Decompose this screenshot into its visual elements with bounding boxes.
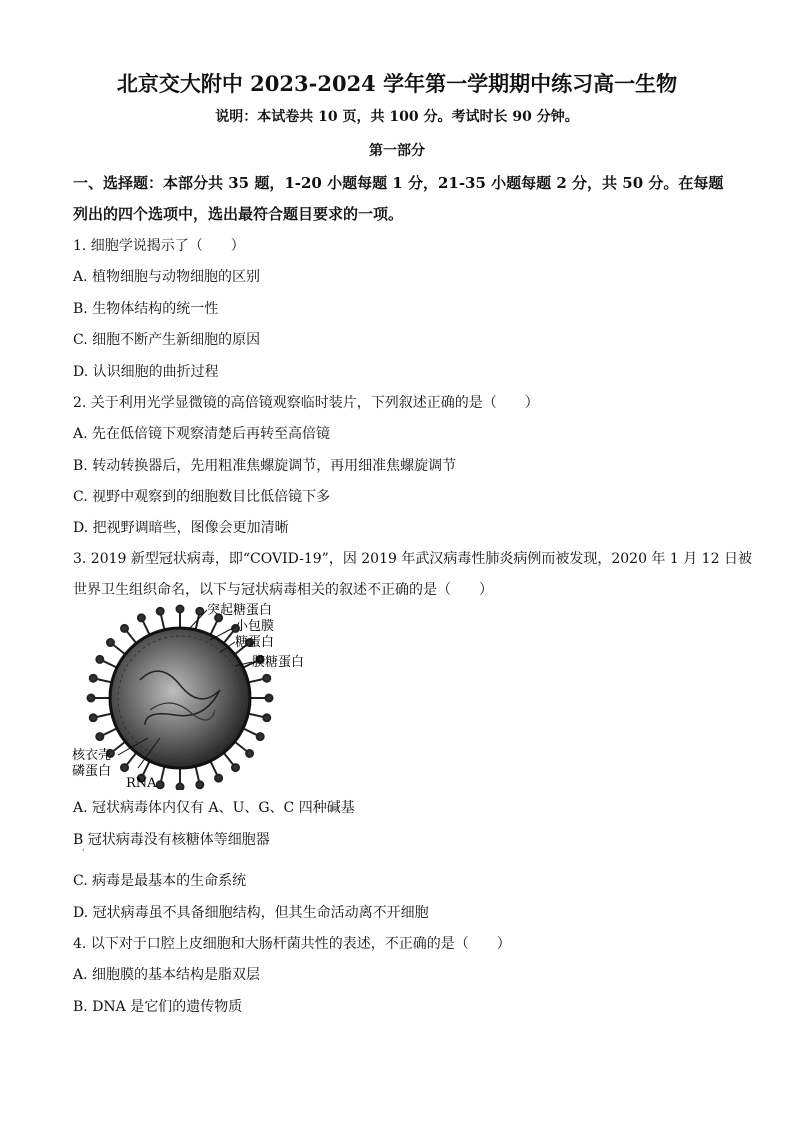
question-1-option-c: C. 细胞不断产生新细胞的原因: [73, 332, 261, 348]
coronavirus-figure: [70, 600, 330, 790]
question-4-stem: 4. 以下对于口腔上皮细胞和大肠杆菌共性的表述，不正确的是（ ）: [73, 936, 511, 952]
label-rna: RNA: [126, 776, 157, 790]
spike-head: [177, 606, 184, 613]
question-3-option-d: D. 冠状病毒虽不具备细胞结构，但其生命活动离不开细胞: [73, 905, 429, 921]
virus-envelope: [110, 628, 250, 768]
question-3-option-c: C. 病毒是最基本的生命系统: [73, 873, 247, 889]
question-1-stem: 1. 细胞学说揭示了（ ）: [73, 238, 245, 254]
label-nucleocapsid: 核衣壳: [72, 748, 112, 763]
spike-head: [196, 608, 203, 615]
question-3-stem-line1: 3. 2019 新型冠状病毒，即“COVID-19”，因 2019 年武汉病毒性肺炎病例而被发现，2020 年 1 月 12 日被: [73, 551, 752, 567]
spike-head: [246, 750, 253, 757]
spike-head: [96, 733, 103, 740]
spike-head: [257, 733, 264, 740]
label-membrane-glycoprotein: 膜糖蛋白: [252, 655, 305, 670]
section-instruction-line1: 一、选择题：本部分共 35 题，1-20 小题每题 1 分，21-35 小题每题 2 分，共 50 分。在每题: [73, 174, 724, 192]
spike-head: [90, 675, 97, 682]
spike-head: [263, 675, 270, 682]
question-2-option-b: B. 转动转换器后，先用粗准焦螺旋调节，再用细准焦螺旋调节: [73, 458, 457, 474]
label-phosphoprotein: 磷蛋白: [72, 764, 112, 779]
question-4-option-b: B. DNA 是它们的遗传物质: [73, 999, 243, 1015]
question-1-option-d: D. 认识细胞的曲折过程: [73, 364, 219, 380]
spike-head: [263, 714, 270, 721]
spike-head: [96, 656, 103, 663]
spike-head: [266, 695, 273, 702]
spike-head: [138, 614, 145, 621]
question-2-option-c: C. 视野中观察到的细胞数目比低倍镜下多: [73, 489, 331, 505]
question-2-option-a: A. 先在低倍镜下观察清楚后再转至高倍镜: [73, 426, 331, 442]
spike-head: [121, 764, 128, 771]
spike-head: [88, 695, 95, 702]
spike-head: [157, 781, 164, 788]
section-instruction-line2: 列出的四个选项中，选出最符合题目要求的一项。: [73, 205, 404, 223]
spike-head: [232, 764, 239, 771]
page-title: 北京交大附中 2023-2024 学年第一学期期中练习高一生物: [116, 71, 678, 96]
spike-head: [157, 608, 164, 615]
question-3-option-b: B 冠状病毒没有核糖体等细胞器: [73, 832, 270, 848]
question-2-option-d: D. 把视野调暗些，图像会更加清晰: [73, 520, 289, 536]
question-1-option-a: A. 植物细胞与动物细胞的区别: [73, 269, 261, 285]
spike-head: [107, 639, 114, 646]
question-3-option-a: A. 冠状病毒体内仅有 A、U、G、C 四种碱基: [73, 800, 355, 816]
spike-head: [90, 714, 97, 721]
part-heading: 第一部分: [369, 143, 425, 159]
exam-note: 说明：本试卷共 10 页，共 100 分。考试时长 90 分钟。: [215, 109, 579, 125]
stray-mark: ·: [82, 846, 85, 855]
question-3-stem-line2: 世界卫生组织命名，以下与冠状病毒相关的叙述不正确的是（ ）: [73, 582, 493, 598]
label-spike-glycoprotein: 突起糖蛋白: [207, 603, 273, 618]
spike-head: [215, 775, 222, 782]
spike-head: [177, 784, 184, 791]
label-small-envelope: 小包膜: [235, 619, 275, 634]
spike-head: [196, 781, 203, 788]
label-glycoprotein: 糖蛋白: [235, 635, 275, 650]
question-1-option-b: B. 生物体结构的统一性: [73, 301, 219, 317]
spike-head: [121, 625, 128, 632]
question-2-stem: 2. 关于利用光学显微镜的高倍镜观察临时装片，下列叙述正确的是（ ）: [73, 395, 539, 411]
question-4-option-a: A. 细胞膜的基本结构是脂双层: [73, 967, 261, 983]
